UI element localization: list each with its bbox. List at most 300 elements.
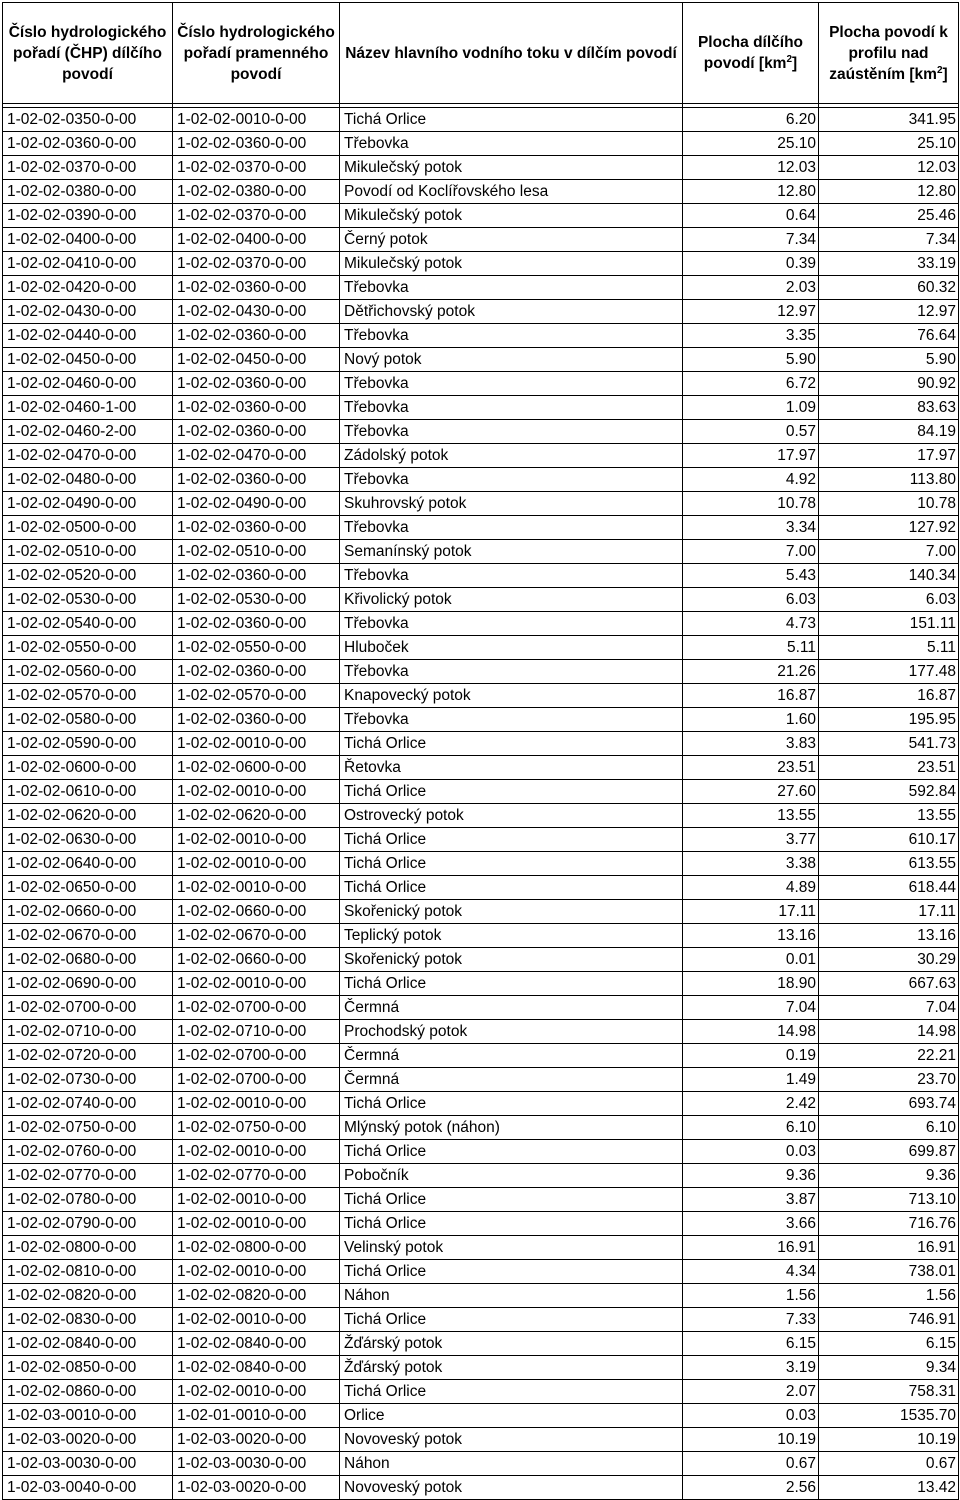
chp-cell: 1-02-02-0700-0-00	[3, 996, 173, 1020]
total-area-cell: 30.29	[819, 948, 959, 972]
total-area-cell: 10.78	[819, 492, 959, 516]
total-area-cell: 13.42	[819, 1476, 959, 1500]
table-row	[3, 180, 959, 204]
total-area-cell: 613.55	[819, 852, 959, 876]
table-header-row	[3, 3, 959, 104]
source-chp-cell: 1-02-02-0360-0-00	[173, 612, 340, 636]
chp-cell: 1-02-02-0460-1-00	[3, 396, 173, 420]
chp-cell: 1-02-02-0750-0-00	[3, 1116, 173, 1140]
subcatchment-area-cell: 3.34	[683, 516, 819, 540]
subcatchment-area-cell: 3.35	[683, 324, 819, 348]
table-row	[3, 732, 959, 756]
source-chp-cell: 1-02-02-0360-0-00	[173, 660, 340, 684]
chp-cell: 1-02-02-0640-0-00	[3, 852, 173, 876]
source-chp-cell: 1-02-02-0490-0-00	[173, 492, 340, 516]
total-area-cell: 23.70	[819, 1068, 959, 1092]
watercourse-cell: Tichá Orlice	[340, 1140, 683, 1164]
chp-cell: 1-02-02-0490-0-00	[3, 492, 173, 516]
watercourse-cell: Tichá Orlice	[340, 108, 683, 132]
subcatchment-area-cell: 5.90	[683, 348, 819, 372]
source-chp-cell: 1-02-02-0360-0-00	[173, 396, 340, 420]
watercourse-cell: Mikulečský potok	[340, 204, 683, 228]
total-area-cell: 746.91	[819, 1308, 959, 1332]
watercourse-cell: Tichá Orlice	[340, 972, 683, 996]
watercourse-cell: Nový potok	[340, 348, 683, 372]
total-area-cell: 151.11	[819, 612, 959, 636]
source-chp-cell: 1-02-02-0010-0-00	[173, 108, 340, 132]
table-row	[3, 204, 959, 228]
chp-cell: 1-02-02-0820-0-00	[3, 1284, 173, 1308]
subcatchment-area-cell: 3.38	[683, 852, 819, 876]
source-chp-cell: 1-02-03-0030-0-00	[173, 1452, 340, 1476]
table-row	[3, 324, 959, 348]
subcatchment-area-cell: 6.10	[683, 1116, 819, 1140]
table-row	[3, 1092, 959, 1116]
table-row	[3, 1236, 959, 1260]
table-row	[3, 132, 959, 156]
subcatchment-area-cell: 12.97	[683, 300, 819, 324]
chp-cell: 1-02-02-0550-0-00	[3, 636, 173, 660]
header-total-area-end: ]	[942, 65, 948, 83]
chp-cell: 1-02-02-0520-0-00	[3, 564, 173, 588]
header-subcatchment-area-text: Plocha dílčího povodí [km	[697, 34, 804, 72]
table-row	[3, 252, 959, 276]
subcatchment-area-cell: 13.55	[683, 804, 819, 828]
watercourse-cell: Třebovka	[340, 420, 683, 444]
table-row	[3, 1332, 959, 1356]
chp-cell: 1-02-02-0500-0-00	[3, 516, 173, 540]
total-area-cell: 699.87	[819, 1140, 959, 1164]
chp-cell: 1-02-02-0760-0-00	[3, 1140, 173, 1164]
subcatchment-area-cell: 3.19	[683, 1356, 819, 1380]
total-area-cell: 83.63	[819, 396, 959, 420]
source-chp-cell: 1-02-02-0400-0-00	[173, 228, 340, 252]
subcatchment-area-cell: 0.03	[683, 1140, 819, 1164]
subcatchment-area-cell: 4.92	[683, 468, 819, 492]
total-area-cell: 541.73	[819, 732, 959, 756]
table-row	[3, 1260, 959, 1284]
table-row	[3, 228, 959, 252]
subcatchment-area-cell: 18.90	[683, 972, 819, 996]
chp-cell: 1-02-02-0620-0-00	[3, 804, 173, 828]
table-row	[3, 1020, 959, 1044]
header-chp-source-catchment: Číslo hydrologického pořadí pramenného povodí	[173, 3, 340, 104]
source-chp-cell: 1-02-02-0620-0-00	[173, 804, 340, 828]
source-chp-cell: 1-02-02-0010-0-00	[173, 1260, 340, 1284]
table-row	[3, 948, 959, 972]
subcatchment-area-cell: 0.57	[683, 420, 819, 444]
source-chp-cell: 1-02-02-0360-0-00	[173, 516, 340, 540]
source-chp-cell: 1-02-02-0360-0-00	[173, 564, 340, 588]
chp-cell: 1-02-02-0580-0-00	[3, 708, 173, 732]
source-chp-cell: 1-02-02-0370-0-00	[173, 204, 340, 228]
table-row	[3, 1140, 959, 1164]
table-row	[3, 924, 959, 948]
table-row	[3, 420, 959, 444]
subcatchment-area-cell: 2.56	[683, 1476, 819, 1500]
chp-cell: 1-02-02-0810-0-00	[3, 1260, 173, 1284]
table-row	[3, 1284, 959, 1308]
watercourse-cell: Třebovka	[340, 396, 683, 420]
chp-cell: 1-02-02-0720-0-00	[3, 1044, 173, 1068]
header-chp-subcatchment: Číslo hydrologického pořadí (ČHP) dílčího povodí	[3, 3, 173, 104]
total-area-cell: 22.21	[819, 1044, 959, 1068]
watercourse-cell: Třebovka	[340, 516, 683, 540]
chp-cell: 1-02-02-0660-0-00	[3, 900, 173, 924]
table-row	[3, 1404, 959, 1428]
chp-cell: 1-02-02-0400-0-00	[3, 228, 173, 252]
watercourse-cell: Ostrovecký potok	[340, 804, 683, 828]
table-row	[3, 1164, 959, 1188]
source-chp-cell: 1-02-02-0670-0-00	[173, 924, 340, 948]
watercourse-cell: Knapovecký potok	[340, 684, 683, 708]
watercourse-cell: Náhon	[340, 1452, 683, 1476]
table-row	[3, 1212, 959, 1236]
watercourse-cell: Semanínský potok	[340, 540, 683, 564]
table-row	[3, 108, 959, 132]
chp-cell: 1-02-02-0740-0-00	[3, 1092, 173, 1116]
watercourse-cell: Skořenický potok	[340, 900, 683, 924]
table-row	[3, 1380, 959, 1404]
total-area-cell: 610.17	[819, 828, 959, 852]
chp-cell: 1-02-02-0390-0-00	[3, 204, 173, 228]
subcatchment-area-cell: 12.80	[683, 180, 819, 204]
table-row	[3, 588, 959, 612]
table-row	[3, 492, 959, 516]
chp-cell: 1-02-02-0680-0-00	[3, 948, 173, 972]
source-chp-cell: 1-02-02-0010-0-00	[173, 1212, 340, 1236]
watercourse-cell: Zádolský potok	[340, 444, 683, 468]
total-area-cell: 693.74	[819, 1092, 959, 1116]
table-row	[3, 972, 959, 996]
chp-cell: 1-02-02-0530-0-00	[3, 588, 173, 612]
subcatchment-area-cell: 10.19	[683, 1428, 819, 1452]
chp-cell: 1-02-02-0780-0-00	[3, 1188, 173, 1212]
watercourse-cell: Tichá Orlice	[340, 876, 683, 900]
source-chp-cell: 1-02-02-0550-0-00	[173, 636, 340, 660]
source-chp-cell: 1-02-02-0010-0-00	[173, 1380, 340, 1404]
table-row	[3, 828, 959, 852]
chp-cell: 1-02-02-0610-0-00	[3, 780, 173, 804]
total-area-cell: 618.44	[819, 876, 959, 900]
watercourse-cell: Tichá Orlice	[340, 1308, 683, 1332]
source-chp-cell: 1-02-02-0010-0-00	[173, 732, 340, 756]
watercourse-cell: Skuhrovský potok	[340, 492, 683, 516]
watercourse-cell: Tichá Orlice	[340, 1092, 683, 1116]
subcatchment-area-cell: 2.42	[683, 1092, 819, 1116]
table-row	[3, 1452, 959, 1476]
subcatchment-area-cell: 7.33	[683, 1308, 819, 1332]
total-area-cell: 5.90	[819, 348, 959, 372]
table-row	[3, 156, 959, 180]
source-chp-cell: 1-02-02-0750-0-00	[173, 1116, 340, 1140]
subcatchment-area-cell: 3.87	[683, 1188, 819, 1212]
total-area-cell: 738.01	[819, 1260, 959, 1284]
watercourse-cell: Mlýnský potok (náhon)	[340, 1116, 683, 1140]
total-area-cell: 713.10	[819, 1188, 959, 1212]
watercourse-cell: Třebovka	[340, 564, 683, 588]
total-area-cell: 0.67	[819, 1452, 959, 1476]
total-area-cell: 90.92	[819, 372, 959, 396]
total-area-cell: 12.97	[819, 300, 959, 324]
source-chp-cell: 1-02-02-0010-0-00	[173, 1092, 340, 1116]
header-subcatchment-area-end: ]	[792, 55, 798, 72]
watercourse-cell: Tichá Orlice	[340, 1260, 683, 1284]
source-chp-cell: 1-02-02-0700-0-00	[173, 1068, 340, 1092]
header-main-watercourse: Název hlavního vodního toku v dílčím povodí	[340, 3, 683, 104]
table-row	[3, 1068, 959, 1092]
chp-cell: 1-02-02-0450-0-00	[3, 348, 173, 372]
source-chp-cell: 1-02-02-0370-0-00	[173, 156, 340, 180]
table-row	[3, 348, 959, 372]
watercourse-cell: Prochodský potok	[340, 1020, 683, 1044]
total-area-cell: 758.31	[819, 1380, 959, 1404]
subcatchment-area-cell: 1.56	[683, 1284, 819, 1308]
chp-cell: 1-02-02-0460-0-00	[3, 372, 173, 396]
watercourse-cell: Novoveský potok	[340, 1476, 683, 1500]
source-chp-cell: 1-02-02-0360-0-00	[173, 276, 340, 300]
total-area-cell: 12.03	[819, 156, 959, 180]
chp-cell: 1-02-03-0040-0-00	[3, 1476, 173, 1500]
source-chp-cell: 1-02-02-0370-0-00	[173, 252, 340, 276]
table-row	[3, 1476, 959, 1500]
chp-cell: 1-02-02-0360-0-00	[3, 132, 173, 156]
total-area-cell: 76.64	[819, 324, 959, 348]
subcatchment-area-cell: 6.20	[683, 108, 819, 132]
watercourse-cell: Mikulečský potok	[340, 156, 683, 180]
source-chp-cell: 1-02-02-0360-0-00	[173, 372, 340, 396]
watercourse-cell: Třebovka	[340, 132, 683, 156]
source-chp-cell: 1-02-03-0020-0-00	[173, 1428, 340, 1452]
chp-cell: 1-02-02-0690-0-00	[3, 972, 173, 996]
chp-cell: 1-02-02-0600-0-00	[3, 756, 173, 780]
chp-cell: 1-02-02-0860-0-00	[3, 1380, 173, 1404]
watercourse-cell: Třebovka	[340, 324, 683, 348]
total-area-cell: 592.84	[819, 780, 959, 804]
source-chp-cell: 1-02-02-0010-0-00	[173, 1308, 340, 1332]
table-row	[3, 468, 959, 492]
total-area-cell: 10.19	[819, 1428, 959, 1452]
subcatchment-area-cell: 1.09	[683, 396, 819, 420]
source-chp-cell: 1-02-02-0010-0-00	[173, 852, 340, 876]
watercourse-cell: Skořenický potok	[340, 948, 683, 972]
total-area-cell: 17.11	[819, 900, 959, 924]
source-chp-cell: 1-02-02-0380-0-00	[173, 180, 340, 204]
header-total-area-text: Plocha povodí k profilu nad zaústěním [km	[829, 23, 948, 83]
source-chp-cell: 1-02-02-0800-0-00	[173, 1236, 340, 1260]
table-row	[3, 636, 959, 660]
table-row	[3, 1116, 959, 1140]
subcatchment-area-cell: 0.67	[683, 1452, 819, 1476]
table-row	[3, 516, 959, 540]
watercourse-cell: Čermná	[340, 996, 683, 1020]
subcatchment-area-cell: 5.43	[683, 564, 819, 588]
source-chp-cell: 1-02-02-0770-0-00	[173, 1164, 340, 1188]
chp-cell: 1-02-02-0510-0-00	[3, 540, 173, 564]
table-row	[3, 756, 959, 780]
subcatchment-area-cell: 5.11	[683, 636, 819, 660]
chp-cell: 1-02-02-0570-0-00	[3, 684, 173, 708]
watercourse-cell: Pobočník	[340, 1164, 683, 1188]
source-chp-cell: 1-02-02-0360-0-00	[173, 468, 340, 492]
chp-cell: 1-02-02-0590-0-00	[3, 732, 173, 756]
subcatchment-area-cell: 1.60	[683, 708, 819, 732]
total-area-cell: 195.95	[819, 708, 959, 732]
watercourse-cell: Teplický potok	[340, 924, 683, 948]
subcatchment-area-cell: 13.16	[683, 924, 819, 948]
subcatchment-area-cell: 0.19	[683, 1044, 819, 1068]
watercourse-cell: Žďárský potok	[340, 1332, 683, 1356]
chp-cell: 1-02-02-0710-0-00	[3, 1020, 173, 1044]
subcatchment-area-cell: 1.49	[683, 1068, 819, 1092]
table-row	[3, 900, 959, 924]
subcatchment-area-cell: 4.34	[683, 1260, 819, 1284]
total-area-cell: 60.32	[819, 276, 959, 300]
watercourse-cell: Čermná	[340, 1044, 683, 1068]
source-chp-cell: 1-02-02-0450-0-00	[173, 348, 340, 372]
total-area-cell: 9.34	[819, 1356, 959, 1380]
table-row	[3, 276, 959, 300]
chp-cell: 1-02-02-0420-0-00	[3, 276, 173, 300]
chp-cell: 1-02-02-0440-0-00	[3, 324, 173, 348]
subcatchment-area-cell: 7.34	[683, 228, 819, 252]
table-row	[3, 396, 959, 420]
total-area-cell: 16.91	[819, 1236, 959, 1260]
subcatchment-area-cell: 0.03	[683, 1404, 819, 1428]
total-area-cell: 6.10	[819, 1116, 959, 1140]
total-area-cell: 12.80	[819, 180, 959, 204]
subcatchment-area-cell: 23.51	[683, 756, 819, 780]
watercourse-cell: Třebovka	[340, 660, 683, 684]
chp-cell: 1-02-02-0670-0-00	[3, 924, 173, 948]
total-area-cell: 25.46	[819, 204, 959, 228]
total-area-cell: 1535.70	[819, 1404, 959, 1428]
table-row	[3, 996, 959, 1020]
source-chp-cell: 1-02-02-0840-0-00	[173, 1356, 340, 1380]
watercourse-cell: Čermná	[340, 1068, 683, 1092]
total-area-cell: 113.80	[819, 468, 959, 492]
subcatchment-area-cell: 16.91	[683, 1236, 819, 1260]
header-total-area	[819, 3, 959, 104]
total-area-cell: 1.56	[819, 1284, 959, 1308]
subcatchment-area-cell: 3.77	[683, 828, 819, 852]
total-area-cell: 14.98	[819, 1020, 959, 1044]
source-chp-cell: 1-02-02-0010-0-00	[173, 780, 340, 804]
subcatchment-area-cell: 6.15	[683, 1332, 819, 1356]
subcatchment-area-cell: 0.64	[683, 204, 819, 228]
source-chp-cell: 1-02-02-0470-0-00	[173, 444, 340, 468]
watercourse-cell: Křivolický potok	[340, 588, 683, 612]
subcatchment-area-cell: 17.11	[683, 900, 819, 924]
table-row	[3, 708, 959, 732]
watercourse-cell: Třebovka	[340, 276, 683, 300]
chp-cell: 1-02-02-0410-0-00	[3, 252, 173, 276]
subcatchment-area-cell: 6.03	[683, 588, 819, 612]
source-chp-cell: 1-02-02-0430-0-00	[173, 300, 340, 324]
watercourse-cell: Tichá Orlice	[340, 1380, 683, 1404]
source-chp-cell: 1-02-01-0010-0-00	[173, 1404, 340, 1428]
chp-cell: 1-02-02-0380-0-00	[3, 180, 173, 204]
table-row	[3, 612, 959, 636]
watercourse-cell: Tichá Orlice	[340, 732, 683, 756]
subcatchment-area-cell: 0.01	[683, 948, 819, 972]
table-row	[3, 852, 959, 876]
source-chp-cell: 1-02-02-0360-0-00	[173, 324, 340, 348]
total-area-cell: 33.19	[819, 252, 959, 276]
source-chp-cell: 1-02-02-0530-0-00	[173, 588, 340, 612]
table-row	[3, 1428, 959, 1452]
source-chp-cell: 1-02-02-0010-0-00	[173, 828, 340, 852]
chp-cell: 1-02-02-0480-0-00	[3, 468, 173, 492]
table-row	[3, 300, 959, 324]
source-chp-cell: 1-02-02-0510-0-00	[173, 540, 340, 564]
table-row	[3, 564, 959, 588]
subcatchment-area-cell: 14.98	[683, 1020, 819, 1044]
chp-cell: 1-02-03-0020-0-00	[3, 1428, 173, 1452]
total-area-cell: 127.92	[819, 516, 959, 540]
watercourse-cell: Tichá Orlice	[340, 780, 683, 804]
watercourse-cell: Mikulečský potok	[340, 252, 683, 276]
total-area-cell: 341.95	[819, 108, 959, 132]
catchment-table	[2, 2, 959, 1500]
watercourse-cell: Velinský potok	[340, 1236, 683, 1260]
source-chp-cell: 1-02-02-0010-0-00	[173, 1140, 340, 1164]
watercourse-cell: Třebovka	[340, 708, 683, 732]
source-chp-cell: 1-02-02-0700-0-00	[173, 1044, 340, 1068]
subcatchment-area-cell: 4.89	[683, 876, 819, 900]
watercourse-cell: Třebovka	[340, 612, 683, 636]
subcatchment-area-cell: 0.39	[683, 252, 819, 276]
subcatchment-area-cell: 21.26	[683, 660, 819, 684]
table-row	[3, 876, 959, 900]
table-body	[3, 108, 959, 1500]
watercourse-cell: Třebovka	[340, 468, 683, 492]
source-chp-cell: 1-02-02-0010-0-00	[173, 972, 340, 996]
subcatchment-area-cell: 3.83	[683, 732, 819, 756]
total-area-cell: 25.10	[819, 132, 959, 156]
chp-cell: 1-02-02-0350-0-00	[3, 108, 173, 132]
watercourse-cell: Tichá Orlice	[340, 852, 683, 876]
subcatchment-area-cell: 3.66	[683, 1212, 819, 1236]
chp-cell: 1-02-02-0840-0-00	[3, 1332, 173, 1356]
total-area-cell: 7.34	[819, 228, 959, 252]
chp-cell: 1-02-02-0830-0-00	[3, 1308, 173, 1332]
chp-cell: 1-02-02-0370-0-00	[3, 156, 173, 180]
chp-cell: 1-02-03-0030-0-00	[3, 1452, 173, 1476]
total-area-cell: 7.00	[819, 540, 959, 564]
chp-cell: 1-02-02-0460-2-00	[3, 420, 173, 444]
source-chp-cell: 1-02-02-0570-0-00	[173, 684, 340, 708]
table-row	[3, 684, 959, 708]
total-area-cell: 13.55	[819, 804, 959, 828]
watercourse-cell: Třebovka	[340, 372, 683, 396]
table-row	[3, 540, 959, 564]
total-area-cell: 16.87	[819, 684, 959, 708]
source-chp-cell: 1-02-02-0820-0-00	[173, 1284, 340, 1308]
watercourse-cell: Tichá Orlice	[340, 1188, 683, 1212]
total-area-cell: 84.19	[819, 420, 959, 444]
chp-cell: 1-02-02-0430-0-00	[3, 300, 173, 324]
table-row	[3, 444, 959, 468]
table-row	[3, 1188, 959, 1212]
total-area-cell: 177.48	[819, 660, 959, 684]
subcatchment-area-cell: 17.97	[683, 444, 819, 468]
subcatchment-area-cell: 2.07	[683, 1380, 819, 1404]
watercourse-cell: Povodí od Koclířovského lesa	[340, 180, 683, 204]
chp-cell: 1-02-02-0540-0-00	[3, 612, 173, 636]
watercourse-cell: Tichá Orlice	[340, 828, 683, 852]
source-chp-cell: 1-02-02-0360-0-00	[173, 708, 340, 732]
